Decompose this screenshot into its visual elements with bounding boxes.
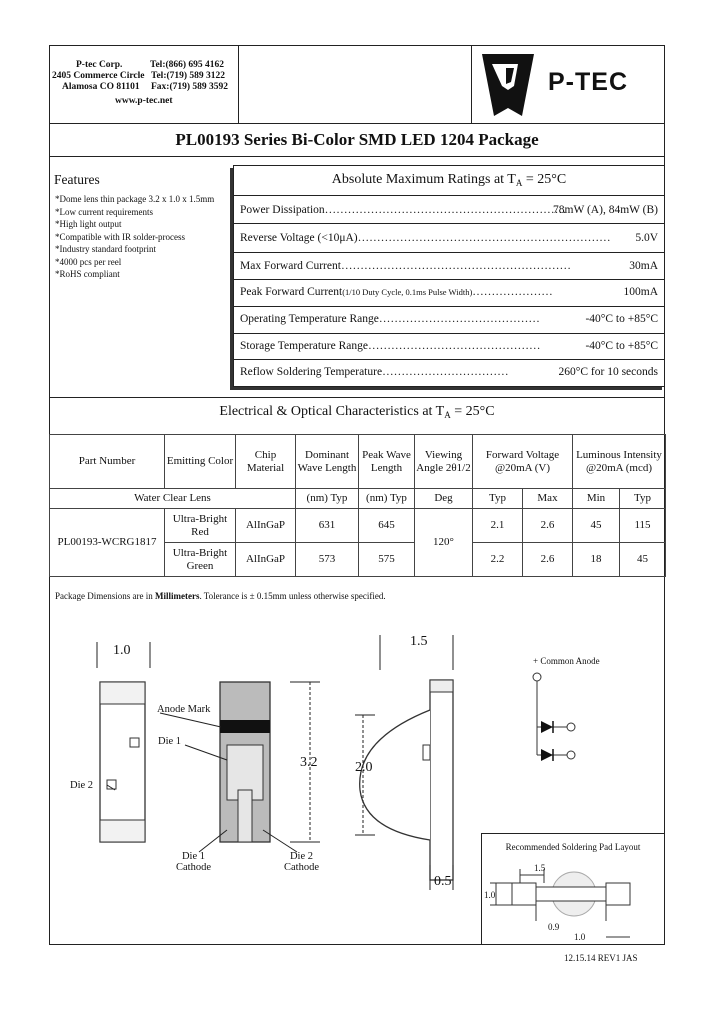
dim-length-label: 3.2 [300,755,318,770]
eo-table [49,434,666,577]
ratings-row-line [234,306,664,307]
circuit-schematic [525,655,595,775]
diode-1-icon [541,721,553,733]
rating-value: 100mA [623,286,658,298]
vf-max-cell: 2.6 [523,509,573,543]
iv-min-cell: 45 [573,509,620,543]
th-part-number: Part Number [50,435,165,489]
th-luminous-intensity: Luminous Intensity @20mA (mcd) [573,435,666,489]
pad-dim-2: 1.0 [484,890,496,900]
ratings-title-line [234,195,664,196]
dominant-cell: 573 [296,543,359,577]
package-drawing [55,630,475,900]
emitting-color-cell: Ultra-Bright Red [165,509,236,543]
diode-2-icon [541,749,553,761]
peak-cell: 645 [359,509,415,543]
rating-row: Reflow Soldering Temperature…………………………… [240,366,509,378]
page-title: PL00193 Series Bi-Color SMD LED 1204 Package [175,130,539,149]
table-row [50,509,666,543]
rating-value: -40°C to +85°C [585,313,658,325]
ptec-logo-icon [478,50,538,120]
th-water-clear-lens: Water Clear Lens [50,489,296,509]
emitting-color-cell: Ultra-Bright Green [165,543,236,577]
th-forward-voltage: Forward Voltage @20mA (V) [473,435,573,489]
company-address-1: 2405 Commerce Circle [52,71,145,81]
rating-value: -40°C to +85°C [585,340,658,352]
die-1-cathode-label: Die 1 Cathode [176,851,211,873]
ratings-title: Absolute Maximum Ratings at $T_A = 25^\circ C$ [331,172,567,188]
ratings-row-line [234,279,664,280]
company-tel-2: Tel:(719) 589 3122 [151,71,226,81]
pad-dim-1: 1.5 [534,863,546,873]
pad-layout-title: Recommended Soldering Pad Layout [505,842,641,852]
anode-mark-label: Anode Mark [157,704,211,715]
iv-typ-cell: 115 [620,509,666,543]
dim-base-label: 0.5 [434,874,452,889]
eo-title: Electrical & Optical Characteristics at $T_A = 25^\circ C$ [219,404,495,420]
peak-cell: 575 [359,543,415,577]
feature-item: *RoHS compliant [55,269,120,279]
viewing-angle-cell: 120° [415,509,473,577]
th-deg: Deg [415,489,473,509]
part-number-cell: PL00193-WCRG1817 [50,509,165,577]
th-peak-unit: (nm) Typ [359,489,415,509]
logo-wordmark: P-TEC [548,68,628,96]
chip-cell: AlInGaP [236,509,296,543]
th-viewing-angle: Viewing Angle 2θ1/2 [415,435,473,489]
company-fax: Fax:(719) 589 3592 [151,82,229,92]
features-heading: Features [54,172,100,187]
company-website: www.p-tec.net [115,96,173,106]
die-1-label: Die 1 [158,736,182,747]
solder-pad-layout-box [481,833,665,945]
feature-item: *High light output [55,219,122,229]
pad-layout-drawing [482,859,664,944]
vf-typ-cell: 2.1 [473,509,523,543]
header-divider-2 [471,45,472,123]
die-2-cathode-label: Die 2 Cathode [284,851,319,873]
th-peak-wavelength: Peak Wave Length [359,435,415,489]
led-front-view [100,682,145,842]
rating-value: 260°C for 10 seconds [558,366,658,378]
ratings-row-line [234,223,664,224]
th-iv-min: Min [573,489,620,509]
rating-value: 30mA [629,260,658,272]
feature-item: *Low current requirements [55,206,153,217]
company-name: P-tec Corp. [76,60,123,70]
th-vf-typ: Typ [473,489,523,509]
rating-row: Peak Forward Current(1/10 Duty Cycle, 0.1ms Pulse Width)………………… [240,286,553,298]
th-vf-max: Max [523,489,573,509]
features-list [55,193,230,281]
feature-item: *Dome lens thin package 3.2 x 1.0 x 1.5mm [55,194,215,204]
ratings-row-line [234,252,664,253]
th-dominant-wavelength: Dominant Wave Length [296,435,359,489]
rating-row: Reverse Voltage (<10μA)………………………………………………………… [240,232,611,244]
feature-item: *Industry standard footprint [55,244,156,254]
ratings-row-line [234,359,664,360]
feature-item: *4000 pcs per reel [55,256,122,267]
dominant-cell: 631 [296,509,359,543]
vf-typ-cell: 2.2 [473,543,523,577]
company-tel-1: Tel:(866) 695 4162 [150,60,225,70]
th-chip-material: Chip Material [236,435,296,489]
ratings-row-line [234,333,664,334]
iv-min-cell: 18 [573,543,620,577]
pad-dim-4: 1.0 [574,932,586,942]
iv-typ-cell: 45 [620,543,666,577]
header-bottom-line [49,123,665,124]
th-emitting-color: Emitting Color [165,435,236,489]
rating-value: 78mW (A), 84mW (B) [553,204,658,216]
chip-cell: AlInGaP [236,543,296,577]
rating-row: Power Dissipation……………………………………………………… [240,204,567,216]
die-2-label: Die 2 [70,780,94,791]
revision-footer: 12.15.14 REV1 JAS [564,953,638,963]
rating-row: Max Forward Current…………………………………………………… [240,260,571,272]
common-anode-label: + Common Anode [533,656,600,666]
th-dom-unit: (nm) Typ [296,489,359,509]
rating-row: Operating Temperature Range…………………………………… [240,313,540,325]
th-iv-typ: Typ [620,489,666,509]
rating-row: Storage Temperature Range……………………………………… [240,340,541,352]
dimensions-note: Package Dimensions are in Millimeters. Tolerance is ± 0.15mm unless otherwise specified. [55,591,386,601]
company-address-2: Alamosa CO 81101 [62,82,140,92]
header-divider [238,45,239,123]
eo-top-line [49,397,665,398]
feature-item: *Compatible with IR solder-process [55,231,186,242]
dim-depth-label: 1.5 [410,634,428,649]
dim-width-label: 1.0 [113,643,131,658]
pad-dim-3: 0.9 [548,922,560,932]
title-bottom-line [49,156,665,157]
absolute-max-ratings-box [233,165,665,387]
rating-value: 5.0V [635,232,658,244]
dim-height-label: 2.0 [355,760,373,775]
vf-max-cell: 2.6 [523,543,573,577]
